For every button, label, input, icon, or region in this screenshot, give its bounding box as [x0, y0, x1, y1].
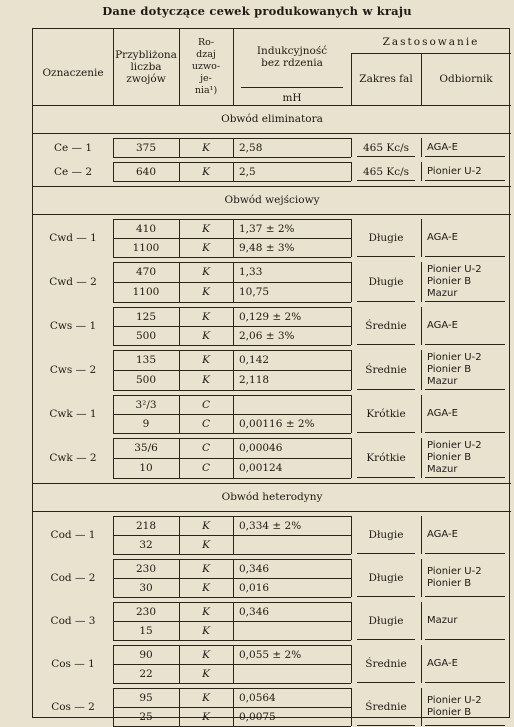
wave-range-underline	[357, 256, 415, 257]
group-bottom-rule	[113, 157, 351, 158]
winding-type-cell: K	[202, 581, 210, 594]
winding-type-cell: K	[202, 710, 210, 723]
wave-range-cell: Długie	[368, 615, 404, 627]
group-bottom-rule	[113, 640, 351, 641]
header-liczba: Przybliżona	[115, 49, 177, 61]
coil-designation: Cod — 3	[50, 615, 96, 627]
group-column-line	[421, 162, 422, 181]
header-bottom-rule	[33, 105, 511, 106]
receiver-cell: Pionier U-2	[427, 695, 482, 706]
group-top-rule	[113, 645, 351, 646]
group-top-rule	[113, 162, 351, 163]
inductance-cell: 2,5	[239, 165, 256, 178]
turns-cell: 500	[135, 374, 157, 386]
winding-type-cell: K	[202, 519, 210, 532]
group-top-rule	[113, 395, 351, 396]
group-column-line	[421, 645, 422, 683]
inductance-cell: 0,346	[239, 605, 270, 618]
group-column-line	[233, 162, 234, 181]
group-top-rule	[113, 262, 351, 263]
receiver-cell: AGA-E	[427, 529, 458, 540]
group-column-line	[421, 438, 422, 478]
section-separator	[33, 186, 511, 187]
receiver-cell: Pionier U-2	[427, 165, 482, 177]
group-column-line	[421, 138, 422, 157]
coil-designation: Cwd — 1	[49, 232, 97, 244]
group-column-line	[421, 688, 422, 726]
winding-type-cell: K	[202, 562, 210, 575]
wave-range-underline	[357, 596, 415, 597]
winding-type-cell: C	[201, 398, 211, 411]
group-bottom-rule	[113, 597, 351, 598]
turns-cell: 10	[139, 462, 153, 474]
row-rule	[113, 707, 351, 708]
group-column-line	[421, 602, 422, 640]
header-odbiornik: Odbiornik	[439, 73, 493, 85]
receiver-cell: Mazur	[427, 615, 458, 626]
receiver-underline	[425, 639, 505, 640]
section-title: Obwód heterodyny	[221, 491, 323, 503]
turns-cell: 90	[139, 648, 153, 661]
group-bottom-rule	[113, 302, 351, 303]
group-top-rule	[113, 602, 351, 603]
receiver-cell: Pionier B	[427, 578, 472, 589]
wave-range-underline	[357, 639, 415, 640]
winding-type-cell: K	[202, 286, 210, 298]
wave-range-underline	[357, 344, 415, 345]
receiver-underline	[425, 180, 505, 181]
header-rodzaj: dzaj	[196, 49, 216, 60]
wave-range-cell: Długie	[368, 529, 404, 541]
inductance-cell: 0,0075	[239, 710, 276, 723]
coil-designation: Cws — 1	[49, 320, 97, 332]
winding-type-cell: K	[202, 354, 210, 366]
group-bottom-rule	[113, 257, 351, 258]
section-title-rule	[33, 511, 511, 512]
coil-designation: Cwd — 2	[49, 276, 97, 288]
header-indukcyjnosc: bez rdzenia	[261, 57, 323, 69]
receiver-cell: AGA-E	[427, 408, 458, 419]
receiver-underline	[425, 432, 505, 433]
turns-cell: 35/6	[134, 442, 158, 454]
inductance-cell: 0,0564	[239, 691, 276, 704]
wave-range-cell: 465 Kc/s	[362, 165, 410, 178]
turns-cell: 470	[135, 266, 157, 278]
receiver-cell: AGA-E	[427, 232, 458, 243]
header-zakres: Zakres fal	[359, 73, 413, 85]
group-column-line	[421, 219, 422, 257]
winding-type-cell: C	[201, 442, 211, 454]
header-rodzaj: uzwo-	[191, 61, 221, 72]
row-rule	[113, 414, 351, 415]
row-rule	[113, 370, 351, 371]
wave-range-cell: Średnie	[365, 320, 407, 332]
header-zastosowanie: Zastosowanie	[382, 36, 480, 48]
receiver-cell: AGA-E	[427, 320, 458, 331]
inductance-cell: 2,06 ± 3%	[239, 329, 295, 342]
receiver-underline	[425, 553, 505, 554]
group-column-line	[421, 350, 422, 390]
coil-designation: Cod — 2	[50, 572, 96, 584]
wave-range-cell: Długie	[368, 572, 404, 584]
turns-cell: 125	[135, 310, 157, 323]
inductance-cell: 9,48 ± 3%	[239, 241, 295, 254]
winding-type-cell: K	[202, 691, 210, 704]
turns-cell: 135	[135, 354, 157, 366]
wave-range-cell: Średnie	[365, 658, 407, 670]
turns-cell: 32	[139, 538, 153, 551]
receiver-cell: Mazur	[427, 288, 458, 299]
inductance-cell: 1,37 ± 2%	[239, 222, 295, 235]
winding-type-cell: C	[201, 417, 211, 430]
group-bottom-rule	[113, 390, 351, 391]
turns-cell: 1100	[132, 241, 160, 254]
winding-type-cell: K	[202, 310, 210, 323]
row-rule	[113, 621, 351, 622]
group-top-rule	[113, 219, 351, 220]
group-top-rule	[113, 307, 351, 308]
winding-type-cell: K	[202, 241, 210, 254]
inductance-cell: 0,142	[239, 354, 270, 366]
group-column-line	[421, 516, 422, 554]
receiver-cell: Mazur	[427, 376, 458, 387]
coil-designation: Cos — 2	[51, 701, 95, 713]
group-bottom-rule	[113, 683, 351, 684]
row-rule	[113, 535, 351, 536]
inductance-cell: 0,055 ± 2%	[239, 648, 302, 661]
winding-type-cell: K	[202, 538, 210, 551]
group-bottom-rule	[113, 554, 351, 555]
receiver-underline	[425, 344, 505, 345]
coil-designation: Cwk — 1	[49, 408, 97, 420]
header-indukcyjnosc: Indukcyjność	[256, 45, 328, 57]
turns-cell: 95	[139, 691, 153, 704]
receiver-cell: Pionier B	[427, 364, 472, 375]
row-rule	[113, 578, 351, 579]
turns-cell: 230	[135, 605, 157, 618]
receiver-cell: Pionier U-2	[427, 352, 482, 363]
wave-range-cell: Krótkie	[366, 452, 406, 464]
winding-type-cell: K	[202, 374, 210, 386]
turns-cell: 500	[135, 329, 157, 342]
turns-cell: 9	[142, 417, 150, 430]
group-column-line	[421, 262, 422, 302]
inductance-cell: 0,016	[239, 581, 270, 594]
unit-rule	[241, 87, 343, 88]
coil-designation: Cwk — 2	[49, 452, 97, 464]
section-title: Obwód wejściowy	[224, 194, 320, 206]
inductance-cell: 0,334 ± 2%	[239, 519, 302, 532]
turns-cell: 375	[135, 141, 157, 154]
group-top-rule	[113, 350, 351, 351]
header-rodzaj: je-	[200, 73, 212, 84]
rule-line	[351, 53, 511, 54]
header-rodzaj: Ro-	[197, 37, 215, 48]
receiver-cell: Pionier B	[427, 707, 472, 718]
receiver-underline	[425, 477, 505, 478]
wave-range-underline	[357, 180, 415, 181]
receiver-underline	[425, 725, 505, 726]
winding-type-cell: K	[202, 648, 210, 661]
section-title: Obwód eliminatora	[221, 113, 323, 125]
wave-range-cell: Krótkie	[366, 408, 406, 420]
receiver-cell: AGA-E	[427, 658, 458, 669]
winding-type-cell: K	[202, 329, 210, 342]
winding-type-cell: K	[202, 605, 210, 618]
wave-range-underline	[357, 432, 415, 433]
wave-range-underline	[357, 389, 415, 390]
group-bottom-rule	[113, 433, 351, 434]
inductance-cell: 2,58	[239, 141, 263, 154]
receiver-cell: Pionier B	[427, 276, 472, 287]
inductance-cell: 0,129 ± 2%	[239, 310, 302, 323]
header-unit: mH	[282, 92, 302, 104]
group-column-line	[421, 395, 422, 433]
winding-type-cell: K	[202, 165, 210, 178]
receiver-cell: Mazur	[427, 464, 458, 475]
turns-cell: 1100	[132, 286, 160, 298]
receiver-cell: Pionier U-2	[427, 264, 482, 275]
turns-cell: 15	[139, 624, 153, 637]
winding-type-cell: C	[201, 462, 211, 474]
coil-designation: Ce — 2	[53, 165, 93, 178]
wave-range-cell: Długie	[368, 232, 404, 244]
winding-type-cell: K	[202, 222, 210, 235]
wave-range-underline	[357, 553, 415, 554]
wave-range-underline	[357, 477, 415, 478]
turns-cell: 218	[135, 519, 157, 532]
wave-range-underline	[357, 301, 415, 302]
section-separator	[33, 483, 511, 484]
receiver-underline	[425, 256, 505, 257]
wave-range-underline	[357, 682, 415, 683]
row-rule	[113, 664, 351, 665]
turns-cell: 640	[135, 165, 157, 178]
winding-type-cell: K	[202, 667, 210, 680]
coil-designation: Cod — 1	[50, 529, 96, 541]
winding-type-cell: K	[202, 624, 210, 637]
row-rule	[113, 282, 351, 283]
receiver-underline	[425, 596, 505, 597]
turns-cell: 25	[139, 710, 153, 723]
receiver-underline	[425, 389, 505, 390]
wave-range-cell: 465 Kc/s	[362, 141, 410, 154]
group-column-line	[421, 559, 422, 597]
turns-cell: 410	[135, 222, 157, 235]
receiver-underline	[425, 682, 505, 683]
wave-range-cell: Długie	[368, 276, 404, 288]
inductance-cell: 0,00124	[239, 462, 283, 474]
coil-designation: Ce — 1	[53, 141, 93, 154]
coil-designation: Cos — 1	[51, 658, 95, 670]
table-title: Dane dotyczące cewek produkowanych w kraju	[102, 4, 412, 18]
section-title-rule	[33, 214, 511, 215]
group-top-rule	[113, 138, 351, 139]
receiver-cell: Pionier U-2	[427, 440, 482, 451]
receiver-underline	[425, 301, 505, 302]
inductance-cell: 1,33	[239, 266, 263, 278]
group-top-rule	[113, 559, 351, 560]
wave-range-underline	[357, 156, 415, 157]
header-oznaczenie: Oznaczenie	[42, 67, 104, 79]
turns-cell: 30	[139, 581, 153, 594]
coil-table	[32, 28, 510, 723]
wave-range-underline	[357, 725, 415, 726]
wave-range-cell: Średnie	[365, 701, 407, 713]
row-rule	[113, 238, 351, 239]
section-title-rule	[33, 133, 511, 134]
winding-type-cell: K	[202, 141, 210, 154]
receiver-cell: AGA-E	[427, 141, 458, 153]
header-liczba: zwojów	[126, 73, 166, 85]
turns-cell: 3²/3	[135, 398, 157, 411]
turns-cell: 22	[139, 667, 153, 680]
group-bottom-rule	[113, 478, 351, 479]
group-bottom-rule	[113, 181, 351, 182]
inductance-cell: 0,00116 ± 2%	[239, 417, 315, 430]
header-liczba: liczba	[130, 61, 162, 73]
winding-type-cell: K	[202, 266, 210, 278]
group-column-line	[421, 307, 422, 345]
wave-range-cell: Średnie	[365, 364, 407, 376]
inductance-cell: 2,118	[239, 374, 270, 386]
group-bottom-rule	[113, 345, 351, 346]
receiver-cell: Pionier B	[427, 452, 472, 463]
coil-designation: Cws — 2	[49, 364, 97, 376]
row-rule	[113, 458, 351, 459]
receiver-underline	[425, 156, 505, 157]
group-column-line	[233, 138, 234, 157]
row-rule	[113, 326, 351, 327]
inductance-cell: 0,00046	[239, 442, 283, 454]
header-rodzaj: nia¹)	[194, 85, 218, 96]
group-top-rule	[113, 688, 351, 689]
inductance-cell: 10,75	[239, 286, 270, 298]
receiver-cell: Pionier U-2	[427, 566, 482, 577]
group-top-rule	[113, 516, 351, 517]
group-top-rule	[113, 438, 351, 439]
turns-cell: 230	[135, 562, 157, 575]
inductance-cell: 0,346	[239, 562, 270, 575]
